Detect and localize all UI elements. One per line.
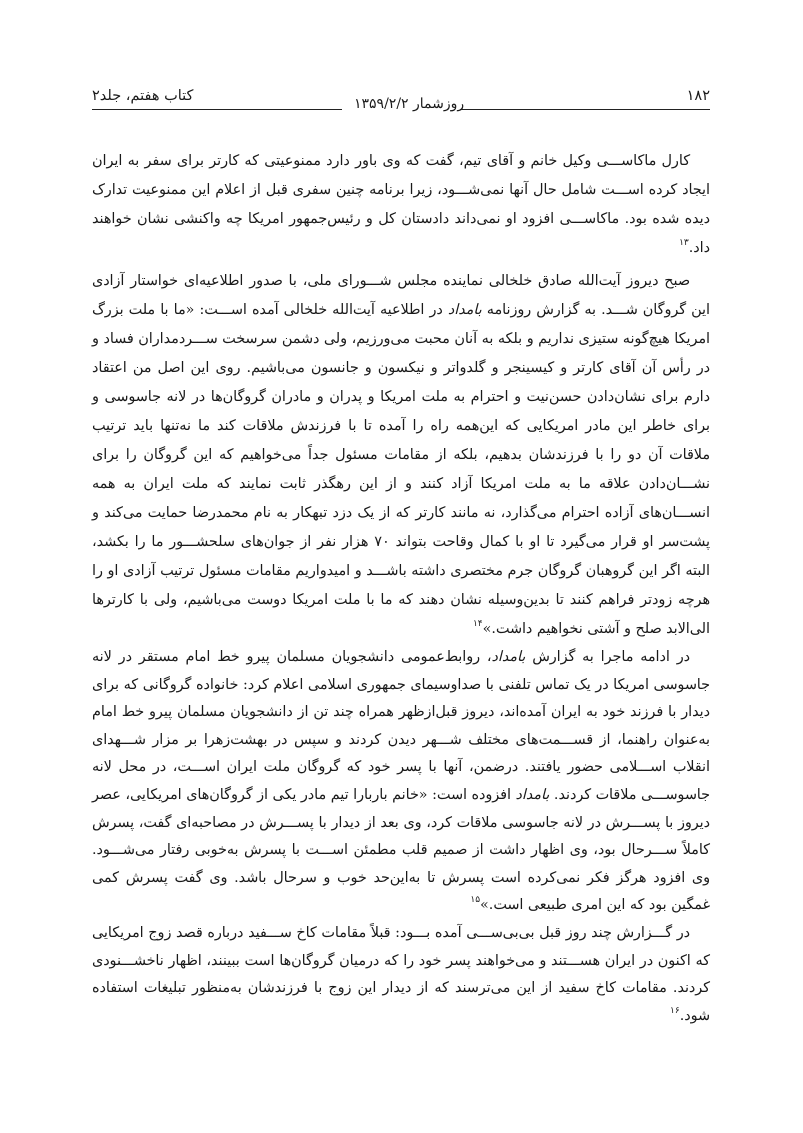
page-number: ۱۸۲ <box>686 88 710 104</box>
paragraph-4-text: در گـــزارش چند روز قبل بی‌بی‌ســـی آمده بـــود: قبلاً مقامات کاخ ســـفید درباره قصد زوج امریکایی که اکنون در ایران هســـتند و می‌خواهند پسر خود را که درمیان گروگان‌ها است ببینند، اظهار ناخشـــنودی کردند. مقامات کاخ سفید از این می‌ترسند که از دیدار این زوج با فرزندشان به‌منظور تبلیغات استفاده شود. <box>92 924 710 1024</box>
footnote-ref-13: ۱۳ <box>679 238 689 248</box>
body-text <box>92 147 710 1030</box>
page-header <box>92 88 710 112</box>
header-rule-left <box>92 109 342 110</box>
footnote-ref-16: ۱۶ <box>670 1005 680 1016</box>
header-book-title: کتاب هفتم، جلد۲ <box>92 88 194 104</box>
paragraph-3-text-e: افزوده است: «خانم باربارا تیم مادر یکی از گروگان‌های امریکایی، عصر دیروز با پســـرش در لانه جاسوسی ملاقات کرد، وی بعد از دیدار با پســـرش در مصاحبه‌ای گفت، پسرش کاملاً ســـرحال بود، وی اظهار داشت از صمیم قلب مطمئن اســـت با پسرش به‌خوبی رفتار می‌شـــود. وی افزود هرگز فکر نمی‌کرده است پسرش تا به‌این‌حد خوب و سرحال باشد. وی گفت پسرش کمی غمگین بود که این امری طبیعی است.» <box>92 786 710 914</box>
newspaper-name: بامداد <box>491 649 526 665</box>
paragraph-2-text-a: صبح دیروز آیت‌الله صادق خلخالی نماینده مجلس شـــورای ملی، با صدور اطلاعیه‌ای خواستار آزادی این گروگان شـــد. به گزارش روزنامه <box>92 273 711 318</box>
paragraph-2-text-c: در اطلاعیه آیت‌الله خلخالی آمده اســـت: «ما با ملت بزرگ امریکا هیچ‌گونه ستیزی نداریم و بلکه به آنان محبت می‌ورزیم، ولی دشمن سرسخت ســـردمداران فساد و در رأس آن آقای کارتر و کیسینجر و گلدواتر و نیکسون و جانسون می‌باشیم. روی این اصل من اعتقاد دارم برای نشان‌دادن حسن‌نیت و احترام به ملت امریکا و پدران و مادران گروگان‌ها در لانه جاسوسی و برای خاطر این مادر امریکایی که این‌همه راه را آمده تا با فرزندش ملاقات کند ما نه‌تنها باید ترتیب ملاقات آن دو را با فرزندشان بدهیم، بلکه از مقامات مسئول جداً می‌خواهیم که این گروگان را برای نشـــان‌دادن علاقه ما به ملت امریکا آزاد کنند و از این رهگذر ثابت نمایند که ملت ایران به همه انســـان‌های آزاده احترام می‌گذارد، نه مانند کارتر که از یک دزد تبهکار به نام محمدرضا حمایت می‌کند و پشت‌سر او قرار می‌گیرد تا او با کمال وقاحت بتواند ۷۰ هزار نفر از جوان‌های سلحشـــور ما را بکشد، البته اگر این گروهبان گروگان جرم مختصری داشته باشـــد و امیدواریم مقامات مسئول ترتیب آزادی او را هرچه زودتر فراهم کنند تا بدین‌وسیله نشان دهند که ما با ملت امریکا دوست می‌باشیم، ولی با کارترها الی‌الابد صلح و آشتی نخواهیم داشت.» <box>92 302 710 637</box>
header-rule-right <box>460 109 710 110</box>
paragraph-1-text: کارل ماکاســـی وکیل خانم و آقای تیم، گفت که وی باور دارد ممنوعیتی که کارتر برای سفر به ایران ایجاد کرده اســـت شامل حال آنها نمی‌شـــود، زیرا برنامه چنین سفری قبل از اعلام این ممنوعیت تدارک دیده شده بود. ماکاســـی افزود او نمی‌داند دادستان کل و رئیس‌جمهور امریکا چه واکنشی نشان خواهند داد. <box>92 153 710 256</box>
header-date: روزشمار ۱۳۵۹/۲/۲ <box>354 96 465 112</box>
footnote-ref-15: ۱۵ <box>470 895 481 906</box>
paragraph-3 <box>92 644 710 920</box>
newspaper-name: بامداد <box>515 786 550 803</box>
paragraph-3-text-c: ، روابط‌عمومی دانشجویان مسلمان پیرو خط امام مستقر در لانه جاسوسی امریکا در یک تماس تلفنی با صداوسیمای جمهوری اسلامی اعلام کرد: خانواده گروگانی که برای دیدار با فرزند خود به ایران آمده‌اند، دیروز قبل‌ازظهر همراه چند تن از دانشجویان مسلمان پیرو خط امام به‌عنوان راهنما، از قســـمت‌های مختلف شـــهر دیدن کردند و سپس در بهشت‌زهرا بر مزار شـــهدای انقلاب اســـلامی حضور یافتند. درضمن، آنها با پسر خود که گروگان ملت ایران اســـت، در محل لانه جاسوســـی ملاقات کردند. <box>92 649 710 803</box>
paragraph-2 <box>92 267 710 644</box>
footnote-ref-14: ۱۴ <box>472 619 483 629</box>
paragraph-1 <box>92 147 710 263</box>
paragraph-4 <box>92 920 710 1030</box>
newspaper-name: بامداد <box>447 302 482 318</box>
paragraph-3-text-a: در ادامه ماجرا به گزارش <box>525 649 690 665</box>
